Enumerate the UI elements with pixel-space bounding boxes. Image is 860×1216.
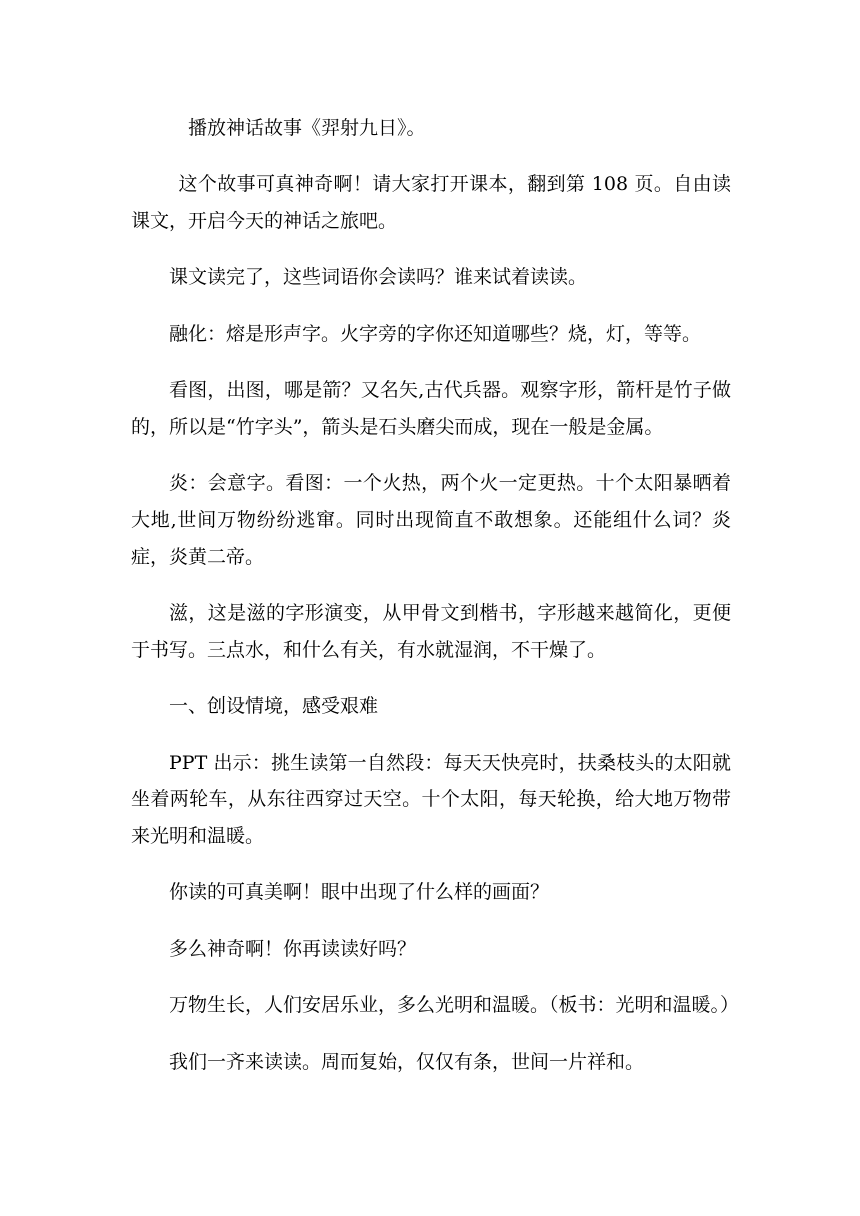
paragraph: 炎：会意字。看图：一个火热，两个火一定更热。十个太阳暴晒着大地,世间万物纷纷逃窜。同时出现简直不敢想象。还能组什么词？炎症，炎黄二帝。: [131, 472, 731, 568]
paragraph: 我们一齐来读读。周而复始，仅仅有条，世间一片祥和。: [169, 1050, 645, 1073]
paragraph: 万物生长，人们安居乐业，多么光明和温暖。（板书：光明和温暖。）: [169, 994, 740, 1017]
paragraph: 融化：熔是形声字。火字旁的字你还知道哪些？烧，灯，等等。: [169, 322, 702, 345]
section-heading: 一、创设情境，感受艰难: [169, 695, 379, 718]
paragraph: 看图，出图，哪是箭？又名矢,古代兵器。观察字形，箭杆是竹子做的，所以是“竹字头”，箭头是石头磨尖而成，现在一般是金属。: [131, 379, 731, 438]
paragraph: 课文读完了，这些词语你会读吗？谁来试着读读。: [169, 266, 588, 289]
paragraph: 多么神奇啊！你再读读好吗？: [169, 937, 417, 960]
paragraph: PPT 出示：挑生读第一自然段：每天天快亮时，扶桑枝头的太阳就坐着两轮车，从东往西穿过天空。十个太阳，每天轮换，给大地万物带来光明和温暖。: [131, 751, 731, 848]
paragraph: 你读的可真美啊！眼中出现了什么样的画面？: [169, 881, 550, 904]
paragraph: 滋，这是滋的字形演变，从甲骨文到楷书，字形越来越简化，更便于书写。三点水，和什么有关，有水就湿润，不干燥了。: [131, 602, 731, 661]
document-body: [131, 110, 740, 1100]
paragraph: 播放神话故事《羿射九日》。: [188, 117, 426, 139]
paragraph: 这个故事可真神奇啊！请大家打开课本，翻到第 108 页。自由读课文，开启今天的神话之旅吧。: [131, 173, 731, 233]
